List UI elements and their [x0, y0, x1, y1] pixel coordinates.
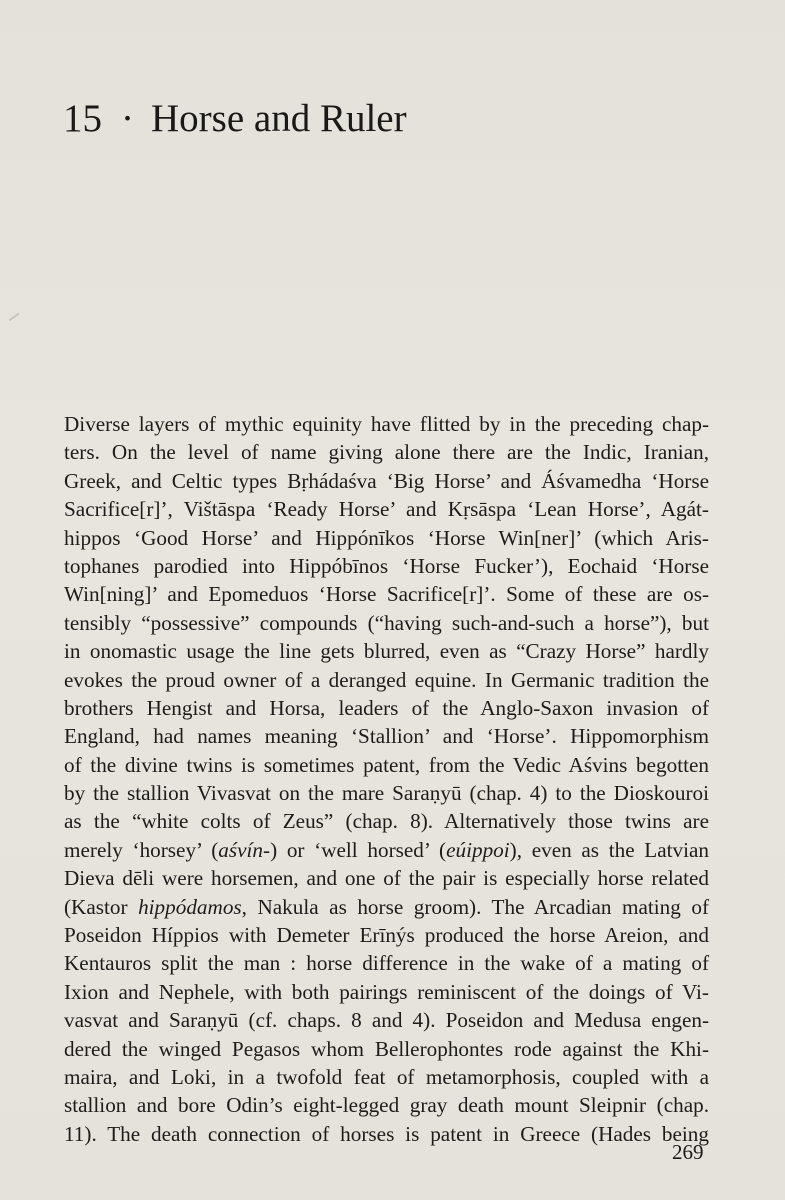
- text-line: maira, and Loki, in a twofold feat of metamorphosis, coupled with a: [64, 1064, 709, 1089]
- chapter-heading: [63, 93, 407, 145]
- text-line: dered the winged Pegasos whom Bellerophontes rode against the Khi-: [64, 1036, 709, 1061]
- text-line: merely ‘horsey’ (aśvín-) or ‘well horsed’ (eúippoi), even as the Latvian: [64, 837, 710, 862]
- page-speck: [9, 313, 20, 322]
- chapter-separator: ·: [121, 97, 134, 140]
- text-line: (Kastor hippódamos, Nakula as horse groom). The Arcadian mating of: [64, 894, 709, 919]
- text-line: hippos ‘Good Horse’ and Hippónīkos ‘Horse Win[ner]’ (which Aris-: [64, 525, 709, 550]
- text-line: stallion and bore Odin’s eight-legged gray death mount Sleipnir (chap.: [64, 1093, 709, 1118]
- body-paragraph: [64, 410, 709, 1148]
- text-line: brothers Hengist and Horsa, leaders of the Anglo-Saxon invasion of: [64, 695, 709, 720]
- text-line: as the “white colts of Zeus” (chap. 8). Alternatively those twins are: [64, 809, 709, 834]
- text-line: tophanes parodied into Hippóbīnos ‘Horse Fucker’), Eochaid ‘Horse: [64, 553, 709, 578]
- page-number: 269: [672, 1140, 704, 1164]
- text-line: Diverse layers of mythic equinity have flitted by in the preceding chap-: [64, 412, 709, 436]
- text-line: tensibly “possessive” compounds (“having such-and-such a horse”), but: [64, 610, 709, 635]
- text-line: 11). The death connection of horses is patent in Greece (Hades being: [64, 1121, 709, 1146]
- chapter-number: 15: [63, 97, 102, 140]
- text-line: Kentauros split the man : horse difference in the wake of a mating of: [64, 951, 709, 976]
- chapter-title: Horse and Ruler: [151, 97, 407, 140]
- text-line: of the divine twins is sometimes patent, from the Vedic Aśvins begotten: [64, 752, 709, 777]
- text-line: Ixion and Nephele, with both pairings reminiscent of the doings of Vi-: [64, 979, 709, 1004]
- text-line: England, had names meaning ‘Stallion’ and ‘Horse’. Hippomorphism: [64, 724, 709, 749]
- text-line: Greek, and Celtic types Bṛhádaśva ‘Big Horse’ and Áśvamedha ‘Horse: [64, 468, 709, 493]
- text-line: ters. On the level of name giving alone there are the Indic, Iranian,: [64, 440, 709, 465]
- text-line: evokes the proud owner of a deranged equine. In Germanic tradition the: [64, 667, 709, 692]
- text-line: Dieva dēli were horsemen, and one of the pair is especially horse related: [64, 866, 709, 891]
- text-line: Poseidon Híppios with Demeter Erīnýs produced the horse Areion, and: [64, 923, 709, 948]
- text-line: in onomastic usage the line gets blurred, even as “Crazy Horse” hardly: [64, 639, 709, 664]
- text-line: by the stallion Vivasvat on the mare Saraṇyū (chap. 4) to the Dioskouroi: [64, 781, 709, 806]
- text-line: Win[ning]’ and Epomeduos ‘Horse Sacrifice[r]’. Some of these are os-: [64, 582, 709, 607]
- text-line: vasvat and Saraṇyū (cf. chaps. 8 and 4). Poseidon and Medusa engen-: [64, 1008, 709, 1033]
- text-line: Sacrifice[r]’, Vištāspa ‘Ready Horse’ and Kṛsāspa ‘Lean Horse’, Agát-: [64, 497, 709, 522]
